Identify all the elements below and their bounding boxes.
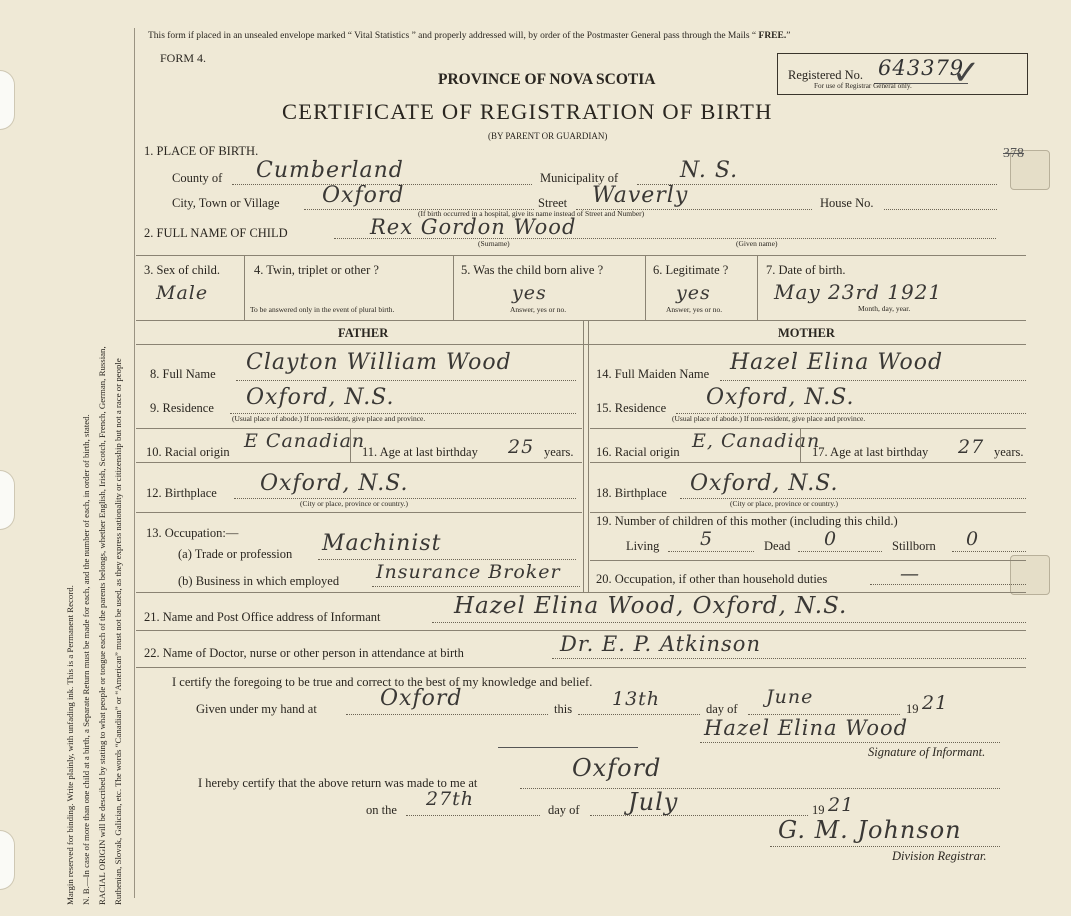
certify-text: I certify the foregoing to be true and correct to the best of my knowledge and belief. [172, 675, 593, 689]
form-number: FORM 4. [160, 51, 207, 65]
doctor-label: 22. Name of Doctor, nurse or other person in attendance at birth [144, 646, 464, 660]
return-text: I hereby certify that the above return was made to me at [198, 776, 478, 790]
registration-box [777, 53, 1028, 95]
informant-label: 21. Name and Post Office address of Informant [144, 610, 381, 624]
mother-residence-label: 15. Residence [596, 401, 667, 415]
doctor-value: Dr. E. P. Atkinson [560, 632, 761, 656]
alive-label: 5. Was the child born alive ? [461, 263, 604, 277]
registrar-signature: G. M. Johnson [778, 816, 962, 844]
mother-occupation-value: — [900, 563, 920, 585]
mother-years-label: years. [994, 445, 1024, 459]
father-name-label: 8. Full Name [150, 367, 216, 381]
father-trade-value: Machinist [322, 531, 442, 556]
child-name-label: 2. FULL NAME OF CHILD [144, 226, 288, 240]
mother-birthplace-note: (City or place, province or country.) [730, 499, 839, 508]
on-the-label: on the [366, 803, 397, 817]
stillborn-value: 0 [966, 528, 980, 550]
stillborn-label: Stillborn [892, 539, 936, 553]
given-place-value: Oxford [380, 686, 463, 711]
mother-children-label: 19. Number of children of this mother (including this child.) [596, 514, 898, 528]
given-day-value: 13th [612, 688, 661, 710]
mother-residence-note: (Usual place of abode.) If non-resident, give place and province. [672, 414, 866, 423]
municipality-value: N. S. [680, 158, 739, 183]
living-value: 5 [700, 528, 714, 550]
binder-hole [0, 470, 15, 530]
legitimate-value: yes [676, 282, 711, 304]
return-place-value: Oxford [572, 754, 662, 782]
child-name-value: Rex Gordon Wood [370, 215, 577, 239]
mother-racial-label: 16. Racial origin [596, 445, 680, 459]
certificate-title: CERTIFICATE OF REGISTRATION OF BIRTH [282, 99, 773, 124]
house-label: House No. [820, 196, 874, 210]
city-label: City, Town or Village [172, 196, 280, 210]
alive-value: yes [512, 282, 547, 304]
mother-age-value: 27 [958, 436, 985, 458]
check-mark-icon: ✓ [952, 55, 981, 92]
city-value: Oxford [322, 183, 405, 208]
sex-value: Male [156, 282, 209, 304]
father-name-value: Clayton William Wood [246, 350, 512, 375]
margin-note-binding: Margin reserved for binding. Write plainly, with unfading ink. This is a Permanent Record. [65, 585, 75, 905]
father-trade-label: (a) Trade or profession [178, 547, 293, 561]
return-day-value: 27th [426, 788, 475, 810]
father-residence-value: Oxford, N.S. [246, 385, 395, 410]
binder-hole [0, 830, 15, 890]
street-value: Waverly [592, 183, 689, 208]
sex-label: 3. Sex of child. [144, 263, 221, 277]
given-year-value: 21 [922, 692, 949, 714]
mother-age-label: 17. Age at last birthday [812, 445, 929, 459]
father-business-value: Insurance Broker [376, 561, 561, 583]
registered-number: 643379 [878, 56, 965, 80]
mother-name-value: Hazel Elina Wood [730, 350, 944, 375]
father-residence-label: 9. Residence [150, 401, 214, 415]
father-racial-value: E Canadian [244, 430, 366, 452]
mother-birthplace-value: Oxford, N.S. [690, 471, 839, 496]
mother-residence-value: Oxford, N.S. [706, 385, 855, 410]
legitimate-note: Answer, yes or no. [666, 305, 723, 314]
father-birthplace-note: (City or place, province or country.) [300, 499, 409, 508]
living-label: Living [626, 539, 660, 553]
binder-hole [0, 70, 15, 130]
margin-note-racial-origin-cont: Ruthenian, Slovak, Galician, etc. The words “Canadian” or “American” must not be used, as they express nationality or citizenship but not a race or people [113, 358, 123, 905]
county-value: Cumberland [256, 158, 404, 183]
given-label: Given under my hand at [196, 702, 317, 716]
return-dayof-label: day of [548, 803, 580, 817]
alive-note: Answer, yes or no. [510, 305, 567, 314]
given-year-prefix: 19 [906, 702, 919, 716]
certificate-subtitle: (BY PARENT OR GUARDIAN) [488, 131, 608, 141]
mother-occupation-label: 20. Occupation, if other than household duties [596, 572, 828, 586]
father-residence-note: (Usual place of abode.) If non-resident, give place and province. [232, 414, 426, 423]
mother-heading: MOTHER [778, 326, 835, 340]
given-name-note: (Given name) [736, 239, 778, 248]
mother-name-label: 14. Full Maiden Name [596, 367, 710, 381]
dead-label: Dead [764, 539, 791, 553]
dob-note: Month, day, year. [858, 304, 911, 313]
margin-note-racial-origin: RACIAL ORIGIN will be described by stating to what people or tongue each of the parents belongs, whether English, Irish, Scotch, French, German, Russian, [97, 346, 107, 905]
dead-value: 0 [824, 528, 838, 550]
surname-note: (Surname) [478, 239, 510, 248]
county-label: County of [172, 171, 223, 185]
given-dayof-label: day of [706, 702, 738, 716]
corner-number: 378 [1003, 146, 1024, 161]
legitimate-label: 6. Legitimate ? [653, 263, 729, 277]
edge-tab [1010, 555, 1050, 595]
municipality-label: Municipality of [540, 171, 619, 185]
registrar-label: Division Registrar. [892, 849, 987, 863]
this-label: this [554, 702, 573, 716]
twin-note: To be answered only in the event of plural birth. [250, 305, 395, 314]
registrar-use-note: For use of Registrar General only. [814, 82, 912, 90]
father-years-label: years. [544, 445, 574, 459]
father-racial-label: 10. Racial origin [146, 445, 230, 459]
hospital-note: (If birth occurred in a hospital, give its name instead of Street and Number) [418, 209, 645, 218]
informant-signature-label: Signature of Informant. [868, 745, 986, 759]
dob-label: 7. Date of birth. [766, 263, 846, 277]
street-label: Street [538, 196, 568, 210]
margin-note-multiple-births: N. B.—In case of more than one child at a birth, a Separate Return must be made for each, and the number of each, in order of birth, stated. [81, 414, 91, 905]
mother-birthplace-label: 18. Birthplace [596, 486, 667, 500]
margin-rule [134, 28, 135, 898]
father-age-label: 11. Age at last birthday [362, 445, 478, 459]
registered-label: Registered No. [788, 68, 863, 82]
father-heading: FATHER [338, 326, 389, 340]
informant-signature: Hazel Elina Wood [704, 716, 909, 740]
father-occupation-label: 13. Occupation:— [146, 526, 239, 540]
return-year-value: 21 [828, 794, 855, 816]
father-birthplace-value: Oxford, N.S. [260, 471, 409, 496]
informant-value: Hazel Elina Wood, Oxford, N.S. [454, 593, 848, 619]
father-birthplace-label: 12. Birthplace [146, 486, 217, 500]
father-age-value: 25 [508, 436, 535, 458]
dob-value: May 23rd 1921 [774, 280, 943, 304]
return-year-prefix: 19 [812, 803, 825, 817]
place-of-birth-label: 1. PLACE OF BIRTH. [144, 144, 259, 158]
return-month-value: July [628, 788, 679, 816]
mother-racial-value: E, Canadian [692, 430, 821, 452]
province-heading: PROVINCE OF NOVA SCOTIA [438, 71, 656, 88]
twin-label: 4. Twin, triplet or other ? [254, 263, 379, 277]
postal-notice: This form if placed in an unsealed envelope marked “ Vital Statistics ” and properly addressed will, by order of the Postmaster General pass through the Mails “ FREE.” [148, 31, 791, 41]
given-month-value: June [766, 686, 814, 708]
father-business-label: (b) Business in which employed [178, 574, 340, 588]
